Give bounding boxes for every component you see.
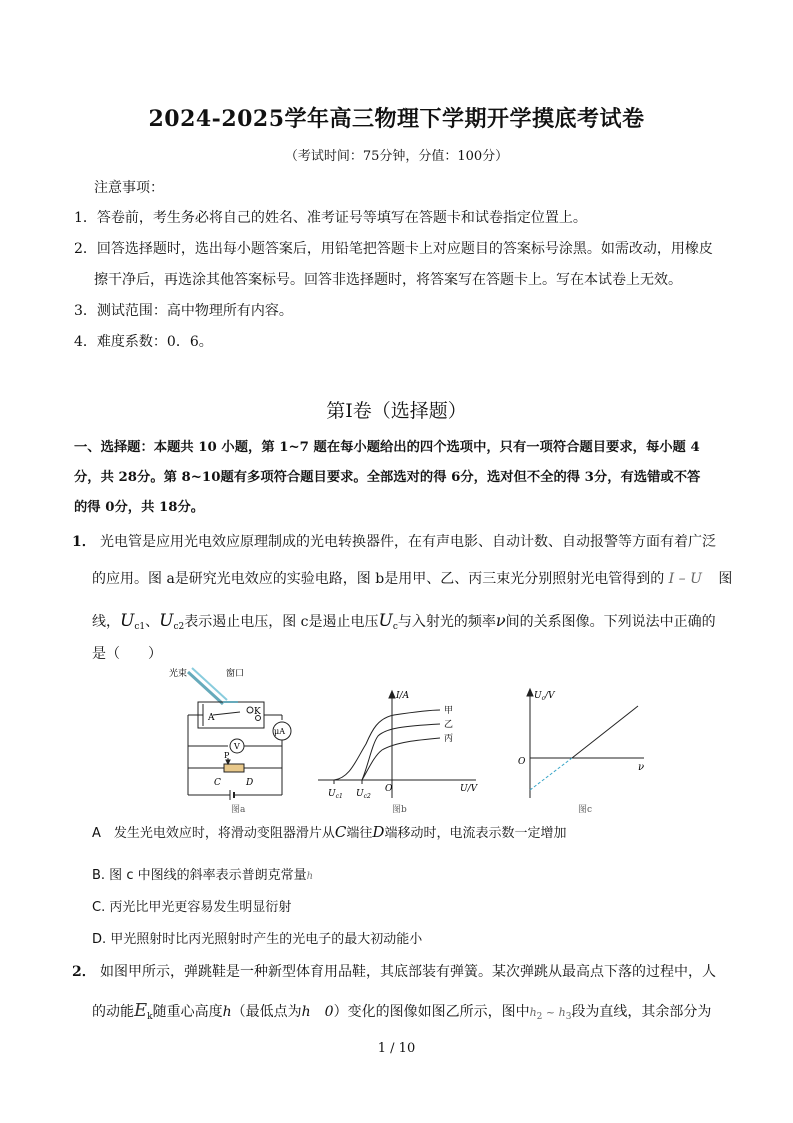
window-label: 窗口 (226, 669, 245, 679)
q1-option-d: D. 甲光照射时比丙光照射时产生的光电子的最大初动能小 (92, 932, 423, 947)
figure-c-caption: 图c (578, 805, 593, 815)
i-u-formula: I – U (668, 571, 702, 587)
note-item-1: 1．答卷前，考生务必将自己的姓名、准考证号等填写在答题卡和试卷指定位置上。 (74, 210, 587, 226)
q2-line-2: 的动能$E_k$随重心高度h（最低点为h 0）变化的图像如图乙所示，图中$h_2$ ~ $h_3$段为直线，其余部分为 (92, 1000, 712, 1022)
section-title: 第Ⅰ卷（选择题） (326, 400, 467, 422)
section-intro-line-1: 一、选择题：本题共 10 小题，第 1~7 题在每小题给出的四个选项中，只有一项符合题目要求，每小题 4 (74, 440, 700, 455)
page-title: 2024-2025学年高三物理下学期开学摸底考试卷 (148, 106, 645, 132)
note-item-3: 3．测试范围：高中物理所有内容。 (74, 303, 293, 319)
exam-subtitle: （考试时间：75分钟，分值：100分） (284, 149, 509, 164)
curve-label-jia: 甲 (444, 706, 454, 716)
section-intro-line-3: 的得 0分，共 18分。 (74, 500, 205, 515)
origin-o: O (385, 784, 393, 794)
note-item-2-cont: 擦干净后，再选涂其他答案标号。回答非选择题时，将答案写在答题卡上。写在本试卷上无效。 (94, 272, 682, 288)
figure-c-uc-nu-graph (514, 686, 650, 816)
curve-label-yi: 乙 (444, 720, 454, 730)
notes-heading: 注意事项： (94, 180, 164, 196)
light-beam-label: 光束 (169, 669, 188, 679)
section-intro-line-2: 分，共 28分。第 8~10题有多项符合题目要求。全部选对的得 6分，选对但不全的得 3分，有选错或不答 (74, 470, 701, 485)
note-item-4: 4．难度系数：0．6。 (74, 334, 213, 350)
label-k: K (254, 707, 261, 717)
curve-label-bing: 丙 (444, 734, 454, 744)
axis-nu-label: ν (638, 762, 645, 773)
tick-uc1: $U_{c1}$ (328, 789, 343, 800)
q2-number: 2． (72, 964, 96, 980)
q1-option-b: B. 图 c 中图线的斜率表示普朗克常量h (92, 868, 314, 883)
voltmeter-label: V (234, 742, 240, 751)
axis-u-label: U/V (460, 784, 478, 794)
label-d: D (246, 778, 254, 788)
figure-b-iu-graph (314, 688, 484, 816)
tick-uc2: $U_{c2}$ (356, 789, 371, 800)
label-a: A (208, 713, 215, 723)
q1-number: 1． (72, 534, 96, 550)
q1-line-1: 光电管是应用光电效应原理制成的光电转换器件，在有声电影、自动计数、自动报警等方面有着广泛 (100, 534, 716, 550)
q1-line-3: 线，$U_{c1}$、$U_{c2}$表示遏止电压，图 c是遏止电压$U_c$与入射光的频率ν间的关系图像。下列说法中正确的 (92, 611, 716, 632)
note-item-2: 2．回答选择题时，选出每小题答案后，用铅笔把答题卡上对应题目的答案标号涂黑。如需改动，用橡皮 (74, 241, 713, 257)
label-c: C (214, 778, 221, 788)
figure-a-caption: 图a (231, 805, 246, 814)
slider-p-label: P (224, 751, 230, 760)
q1-line-4: 是（ ） (92, 646, 162, 662)
axis-uc-label: $U_c/V$ (534, 691, 555, 702)
q1-option-c: C. 丙光比甲光更容易发生明显衍射 (92, 900, 292, 915)
microammeter-label: μA (274, 727, 285, 736)
q2-line-1: 如图甲所示，弹跳鞋是一种新型体育用品鞋，其底部装有弹簧。某次弹跳从最高点下落的过程中，人 (100, 964, 716, 980)
page-number: 1 / 10 (377, 1041, 416, 1056)
q1-line-2: 的应用。图 a是研究光电效应的实验电路，图 b是用甲、乙、丙三束光分别照射光电管得到的 I – U 图 (92, 571, 733, 587)
figure-b-caption: 图b (392, 805, 407, 815)
axis-i-label: I/A (396, 691, 410, 701)
q1-option-a: A 发生光电效应时，将滑动变阻器滑片从C端往D端移动时，电流表示数一定增加 (92, 823, 567, 841)
origin-o-c: O (518, 757, 526, 767)
figure-a-circuit (168, 662, 298, 814)
